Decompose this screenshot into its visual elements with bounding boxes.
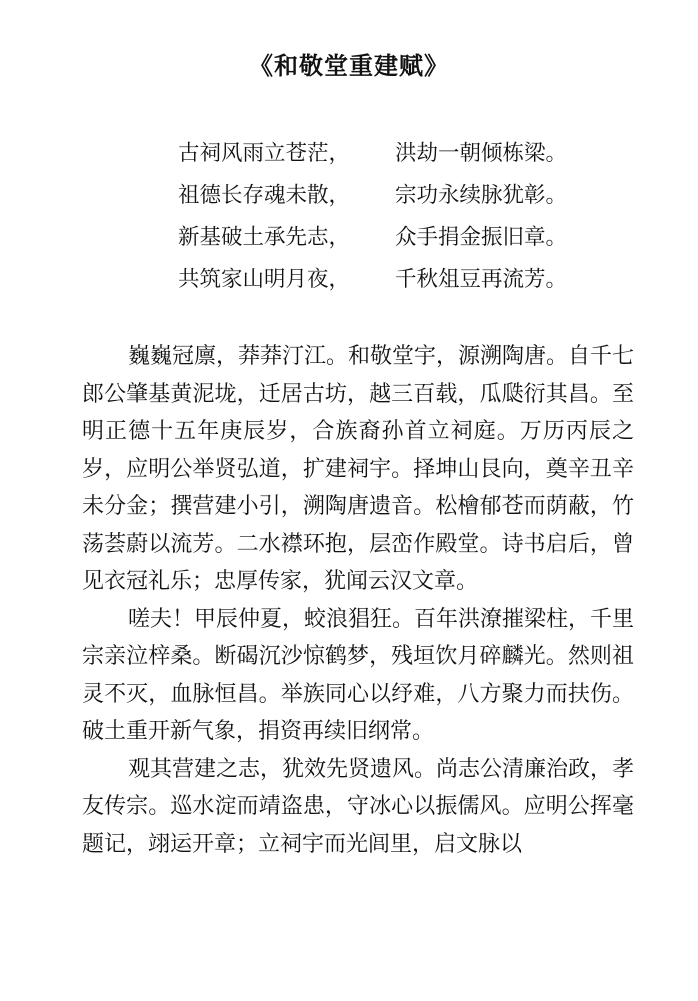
paragraph: 观其营建之志，犹效先贤遗风。尚志公清廉治政，孝友传宗。巡水淀而靖盗患，守冰心以振儒风。应明公挥毫题记，翊运开章；立祠宇而光闾里，启文脉以	[82, 756, 635, 857]
poem-first-half: 古祠风雨立苍茫，	[178, 141, 351, 166]
poem-line	[178, 133, 658, 175]
poem-line	[178, 217, 658, 259]
poem-second-half: 众手捐金振旧章。	[395, 225, 568, 250]
poem-first-half: 共筑家山明月夜，	[178, 267, 351, 292]
paragraph: 巍巍冠廪，莽莽汀江。和敬堂宇，源溯陶唐。自千七郎公肇基黄泥垅，迁居古坊，越三百载，瓜瓞衍其昌。至明正德十五年庚辰岁，合族裔孙首立祠庭。万历丙辰之岁，应明公举贤弘道，扩建祠宇。择坤山艮向，奠辛丑辛未分金；撰营建小引，溯陶唐遗音。松檜郁苍而荫蔽，竹荡荟蔚以流芳。二水襟环抱，层峦作殿堂。诗书启后，曾见衣冠礼乐；忠厚传家，犹闻云汉文章。	[82, 344, 635, 594]
poem-line	[178, 175, 658, 217]
poem-second-half: 宗功永续脉犹彰。	[395, 183, 568, 208]
poem-second-half: 洪劫一朝倾栋梁。	[395, 141, 568, 166]
poem-block	[178, 133, 658, 301]
poem-first-half: 新基破土承先志，	[178, 225, 351, 250]
document-title: 《和敬堂重建赋》	[249, 52, 449, 80]
poem-first-half: 祖德长存魂未散，	[178, 183, 351, 208]
prose-body	[82, 338, 634, 863]
poem-line	[178, 259, 658, 301]
poem-second-half: 千秋俎豆再流芳。	[395, 267, 568, 292]
paragraph: 嗟夫！甲辰仲夏，蛟浪猖狂。百年洪潦摧梁柱，千里宗亲泣梓桑。断碣沉沙惊鹤梦，残垣饮月碎麟光。然则祖灵不灭，血脉恒昌。举族同心以纾难，八方聚力而扶伤。破土重开新气象，捐资再续旧纲常。	[82, 606, 635, 744]
